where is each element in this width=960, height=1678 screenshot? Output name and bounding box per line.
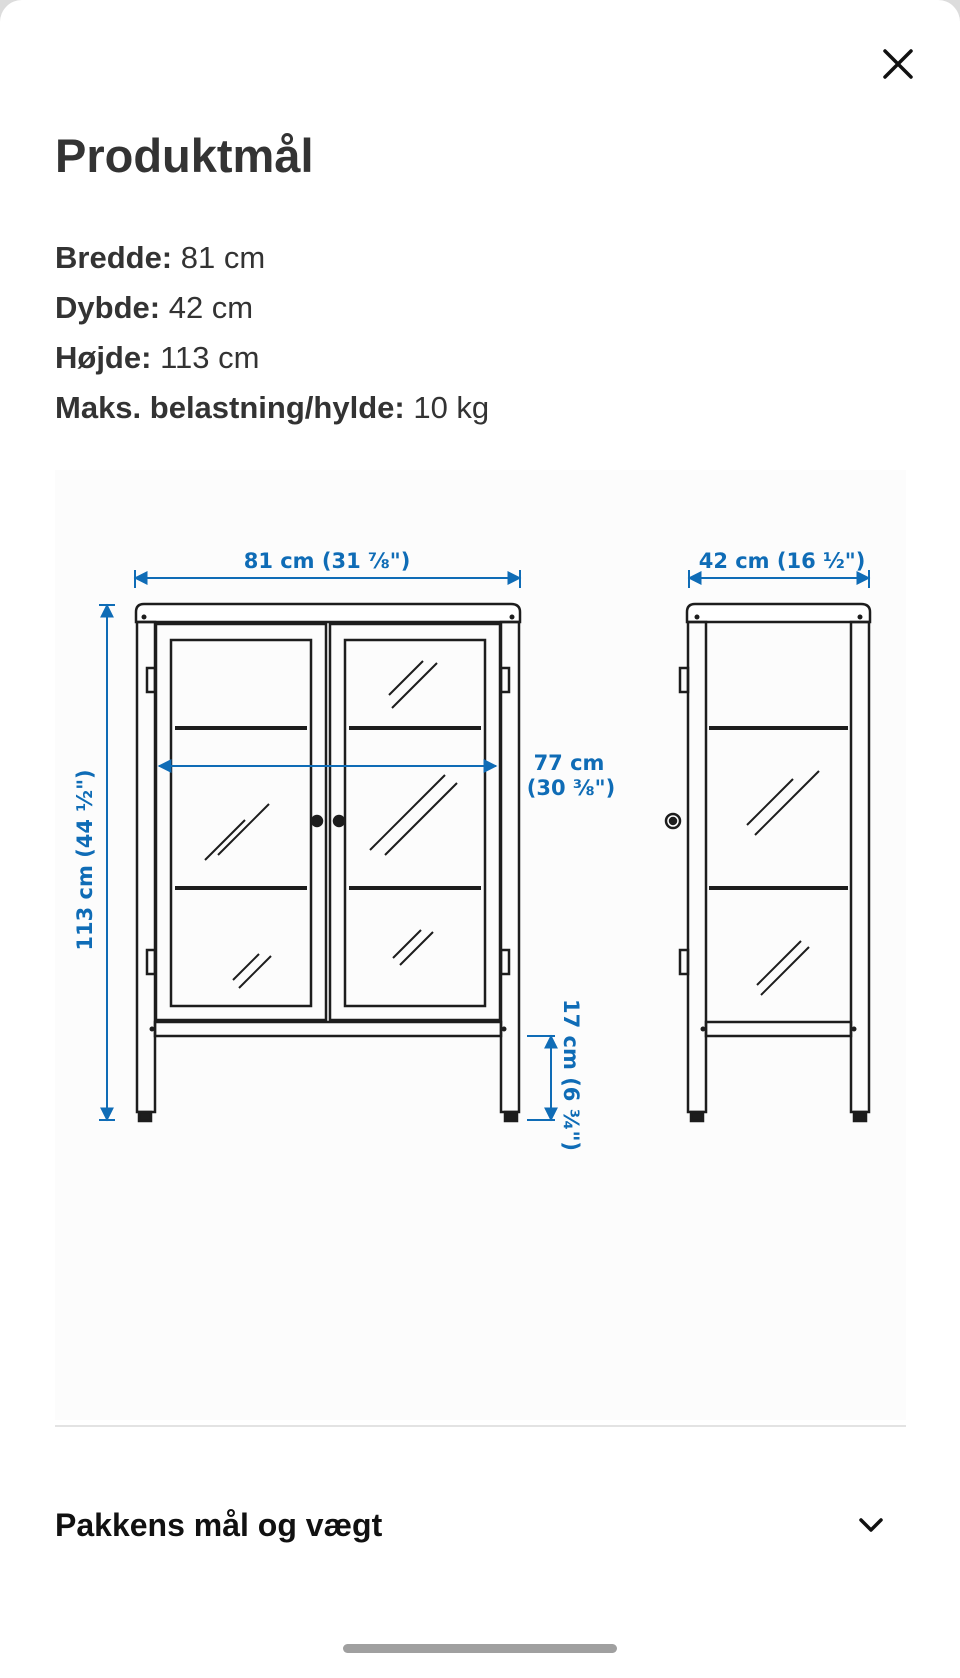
package-dimensions-accordion[interactable] (55, 1480, 906, 1570)
inner-width-label-cm: 77 cm (533, 751, 605, 775)
page-title: Produktmål (55, 129, 314, 182)
spec-max-load (55, 383, 489, 433)
side-view (666, 604, 870, 1121)
dimension-diagram (55, 470, 906, 1420)
spec-width (55, 233, 489, 283)
dimension-specs (55, 233, 489, 433)
leg-height-dimension-label: 17 cm (6 ¾") (559, 999, 583, 1151)
close-button[interactable] (870, 36, 926, 92)
accordion-label: Pakkens mål og vægt (55, 1506, 383, 1543)
cabinet-drawing (55, 470, 906, 1420)
spec-value: 81 cm (180, 240, 266, 275)
spec-depth (55, 283, 489, 333)
inner-width-label-in: (30 ⅜") (526, 776, 616, 800)
spec-label: Bredde: (55, 240, 173, 275)
chevron-down-icon (856, 1510, 886, 1540)
spec-label: Maks. belastning/hylde: (55, 390, 405, 425)
home-indicator (343, 1644, 617, 1653)
spec-value: 10 kg (413, 390, 490, 425)
close-icon (881, 47, 915, 81)
depth-dimension-label: 42 cm (16 ½") (698, 549, 866, 573)
spec-value: 42 cm (168, 290, 254, 325)
front-view (136, 604, 520, 1121)
spec-value: 113 cm (160, 340, 260, 375)
section-divider (55, 1425, 906, 1427)
width-dimension-label: 81 cm (31 ⅞") (243, 549, 411, 573)
spec-label: Højde: (55, 340, 152, 375)
height-dimension-label: 113 cm (44 ½") (73, 769, 97, 951)
spec-height (55, 333, 489, 383)
spec-label: Dybde: (55, 290, 161, 325)
